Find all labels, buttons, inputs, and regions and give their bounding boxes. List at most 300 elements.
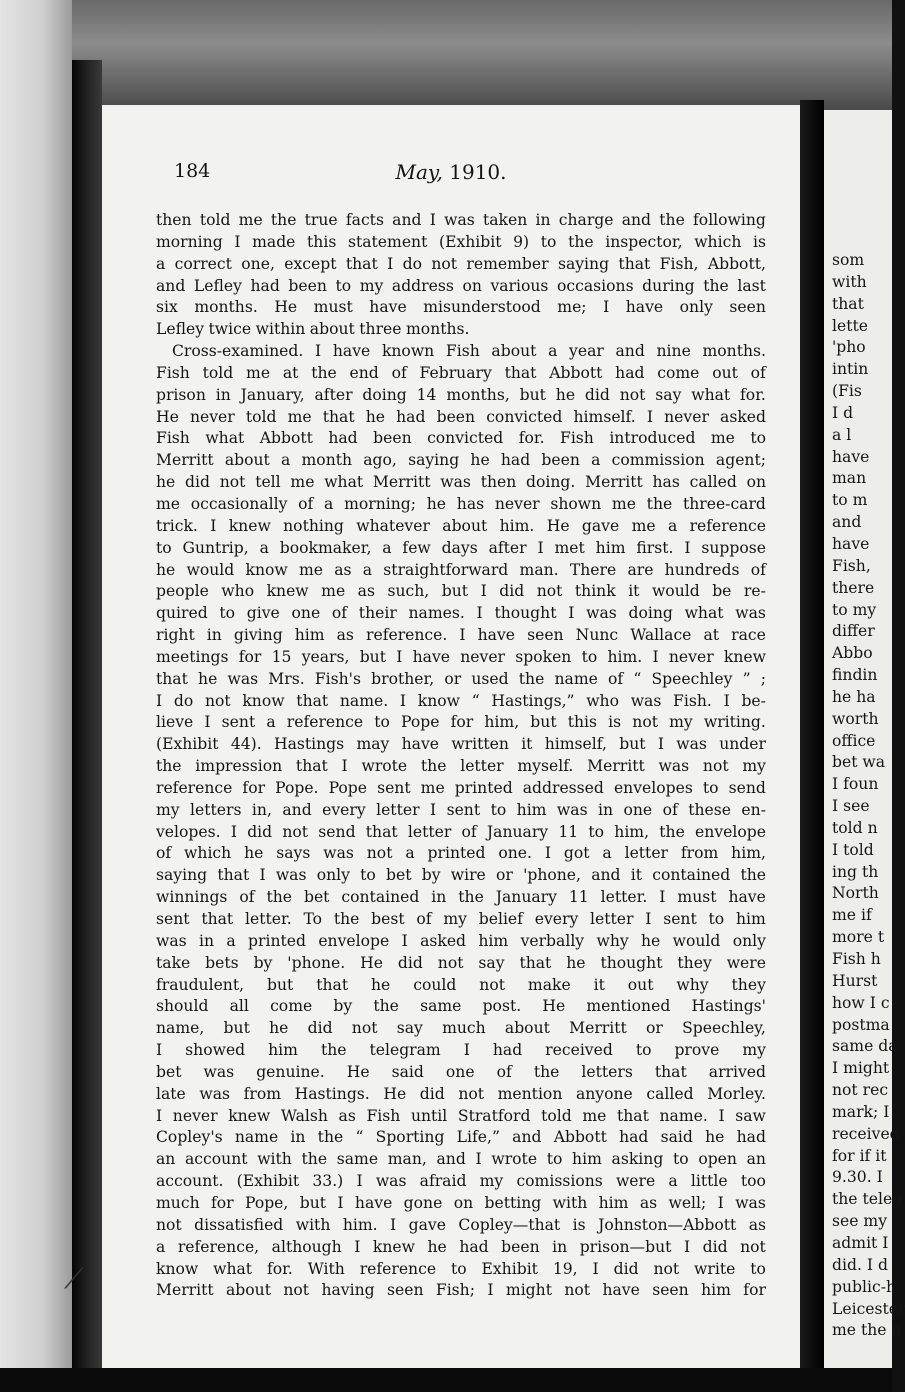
word: called	[689, 473, 737, 492]
word: (Exhibit	[438, 232, 502, 251]
word: I	[315, 342, 322, 361]
word: but	[223, 1019, 250, 1038]
word: it	[630, 866, 643, 885]
right-page-line: not rec	[832, 1081, 889, 1100]
word: of	[331, 604, 348, 623]
word: a	[156, 1237, 166, 1256]
right-page-line: Leicester	[832, 1299, 905, 1318]
word: was	[676, 735, 707, 754]
word: with	[552, 1193, 588, 1212]
word: about	[491, 342, 537, 361]
word: must	[677, 888, 717, 907]
word: impression	[195, 757, 283, 776]
word: was	[323, 844, 354, 863]
word: 19,	[552, 1259, 578, 1278]
word: do	[402, 254, 422, 273]
word: about	[309, 320, 355, 339]
right-page-line: received	[832, 1124, 900, 1143]
right-page-line: I d	[832, 403, 854, 422]
word: on	[453, 1193, 474, 1212]
word: 15	[271, 647, 292, 666]
word: showed	[185, 1041, 246, 1060]
word: and	[591, 866, 621, 885]
word: for	[743, 1281, 766, 1300]
word: that	[322, 407, 355, 426]
right-page-line: I foun	[832, 775, 879, 794]
word: January	[486, 822, 549, 841]
word: my	[742, 1041, 766, 1060]
text-line	[156, 756, 766, 778]
word: Mrs.	[268, 669, 305, 688]
word: have	[625, 298, 664, 317]
word: at	[703, 626, 720, 645]
word: betting	[484, 1193, 542, 1212]
word: various	[490, 276, 549, 295]
word: a	[259, 538, 269, 557]
word: bet	[156, 1062, 182, 1081]
word: or	[444, 669, 462, 688]
word: never	[494, 494, 540, 513]
word: and	[436, 1150, 466, 1169]
word: I	[537, 538, 544, 557]
word: are	[627, 560, 654, 579]
word: I	[337, 1193, 344, 1212]
text-line	[156, 472, 766, 494]
word: knew	[723, 647, 766, 666]
page-header	[102, 160, 800, 196]
scan-left-margin	[0, 0, 72, 1392]
word: months,	[446, 385, 510, 404]
word: him	[598, 1193, 629, 1212]
word: nothing	[283, 516, 344, 535]
word: I	[723, 691, 730, 710]
right-page-line: more t	[832, 928, 885, 947]
text-line	[156, 843, 766, 865]
word: “	[633, 669, 642, 688]
word: as	[639, 1193, 658, 1212]
word: I	[568, 604, 575, 623]
right-page-line: 9.30. I	[832, 1168, 883, 1187]
word: was	[735, 1193, 766, 1212]
word: within	[255, 320, 306, 339]
right-page-line: a l	[832, 425, 852, 444]
word: bets	[205, 953, 239, 972]
word: about	[226, 1281, 271, 1300]
word: of	[156, 844, 172, 863]
word: whatever	[356, 516, 430, 535]
word: for	[238, 647, 262, 666]
word: Fish;	[435, 1281, 475, 1300]
scan-top-border	[0, 0, 892, 110]
word: Fish	[560, 429, 594, 448]
word: 44).	[230, 735, 262, 754]
word: letters	[581, 1062, 633, 1081]
word: send	[728, 778, 766, 797]
word: I	[646, 407, 654, 426]
word: never	[664, 407, 709, 426]
text-line	[156, 428, 766, 450]
word: Nunc	[575, 626, 619, 645]
word: name,	[156, 1019, 205, 1038]
word: had	[736, 1128, 766, 1147]
right-page-line: findin	[832, 666, 878, 685]
word: to	[335, 276, 352, 295]
right-page-line: see my	[832, 1212, 888, 1231]
word: to	[219, 604, 236, 623]
word: out	[712, 363, 738, 382]
word: bookmaker,	[279, 538, 372, 557]
word: I	[396, 647, 403, 666]
page-header-title	[102, 160, 800, 184]
word: Merritt	[372, 473, 431, 492]
word: straightforward	[383, 560, 509, 579]
word: the	[740, 866, 766, 885]
word: prison	[156, 385, 206, 404]
word: following	[693, 211, 766, 229]
word: the	[533, 1062, 560, 1081]
word: I	[718, 1106, 725, 1125]
word: in	[206, 626, 222, 645]
word: Abbott	[549, 363, 603, 382]
word: the	[270, 211, 297, 229]
word: him	[735, 910, 766, 928]
word: a	[548, 342, 558, 361]
word: Exhibit	[481, 1259, 538, 1278]
word: he	[470, 451, 490, 470]
word: take	[156, 953, 191, 972]
right-page-line: admit I	[832, 1233, 889, 1252]
word: been	[436, 407, 476, 426]
word: not	[536, 582, 563, 601]
word: same	[420, 997, 462, 1016]
text-line	[156, 276, 766, 298]
word: the	[646, 494, 673, 513]
word: said	[660, 1128, 693, 1147]
word: envelopes	[613, 778, 693, 797]
word: I	[659, 888, 666, 907]
word: a	[226, 931, 236, 950]
word: printed	[248, 931, 306, 950]
word: contained	[341, 888, 420, 907]
word: I	[204, 713, 211, 732]
word: ;	[760, 669, 766, 688]
word: by	[333, 997, 353, 1016]
right-page-line: office	[832, 731, 876, 750]
word: that	[296, 691, 329, 710]
word: for.	[266, 1259, 293, 1278]
word: did	[185, 473, 210, 492]
word: Fish	[366, 1106, 401, 1125]
word: sent	[221, 713, 256, 732]
word: lieve	[156, 713, 194, 732]
word: and	[282, 800, 312, 819]
word: months.	[702, 342, 766, 361]
word: last	[737, 276, 766, 295]
word: that	[217, 866, 250, 885]
word: but	[519, 385, 546, 404]
word: years,	[301, 647, 350, 666]
word: asked	[420, 931, 467, 950]
word: got	[563, 844, 590, 863]
word: they	[731, 975, 766, 994]
word: I	[354, 1237, 361, 1256]
word: to	[702, 778, 719, 797]
word: Abbott,	[707, 254, 766, 273]
word: of	[298, 494, 314, 513]
word: Johnston—Abbott	[598, 1215, 737, 1234]
word: To	[303, 910, 323, 928]
word: know	[245, 560, 288, 579]
word: he	[427, 1237, 447, 1256]
text-line	[156, 407, 766, 429]
text-line	[156, 931, 766, 953]
word: gave	[408, 1215, 446, 1234]
word: as	[338, 1106, 356, 1125]
word: people	[156, 582, 209, 601]
word: letter.	[244, 910, 292, 928]
word: fraudulent,	[156, 975, 245, 994]
word: that	[345, 254, 378, 273]
word: man.	[519, 560, 559, 579]
word: know	[156, 1259, 199, 1278]
word: Abbott	[553, 1128, 607, 1147]
word: end	[349, 363, 379, 382]
right-page-line: that	[832, 294, 864, 313]
word: I	[475, 1150, 482, 1169]
word: He	[360, 953, 383, 972]
word: He	[346, 1062, 370, 1081]
text-line	[156, 297, 766, 319]
text-line	[156, 516, 766, 538]
word: few	[402, 538, 431, 557]
word: would	[651, 582, 700, 601]
word: the	[373, 997, 399, 1016]
right-page-line: to my	[832, 600, 877, 619]
word: Fish.	[673, 691, 712, 710]
word: in	[552, 1237, 568, 1256]
word: printed	[454, 778, 513, 797]
word: three-card	[682, 494, 766, 513]
word: had	[500, 451, 531, 470]
word: seen	[652, 1281, 689, 1300]
word: should	[156, 997, 209, 1016]
word: address	[391, 276, 454, 295]
word: he	[566, 953, 586, 972]
word: the	[703, 276, 729, 295]
word: sent	[156, 910, 190, 928]
word: Fish	[156, 429, 190, 448]
word: prison—but	[579, 1237, 672, 1256]
word: told	[541, 1106, 572, 1125]
word: of	[239, 888, 255, 907]
word: called	[646, 1084, 694, 1103]
word: Fish,	[659, 254, 699, 273]
word: a	[591, 451, 601, 470]
word: February	[419, 363, 492, 382]
word: in	[598, 800, 614, 819]
word: but	[441, 582, 469, 601]
word: my	[359, 276, 384, 295]
word: what	[205, 429, 245, 448]
word: He	[546, 516, 570, 535]
word: Fish's	[314, 669, 361, 688]
word: best	[371, 910, 405, 928]
text-line	[156, 1259, 766, 1281]
word: anyone	[575, 1084, 633, 1103]
text-line	[156, 385, 766, 407]
word: I	[230, 822, 237, 841]
word: Pope,	[244, 1193, 289, 1212]
word: I	[683, 1237, 691, 1256]
word: occasionally	[190, 494, 288, 513]
word: not	[458, 1084, 485, 1103]
text-line	[156, 996, 766, 1018]
word: what	[684, 604, 724, 623]
word: the	[266, 888, 293, 907]
word: for.	[518, 429, 545, 448]
word: and	[392, 211, 422, 229]
word: to	[374, 713, 390, 732]
word: says	[276, 844, 311, 863]
header-month: May,	[395, 160, 443, 184]
word: (Exhibit	[236, 1172, 300, 1191]
word: in	[290, 1128, 306, 1147]
word: him	[478, 931, 509, 950]
word: velopes.	[156, 822, 221, 841]
word: months.	[406, 320, 470, 339]
word: he	[269, 1019, 289, 1038]
word: me	[287, 407, 312, 426]
right-page-line: Hurst	[832, 971, 878, 990]
word: nine	[656, 342, 691, 361]
word: me	[156, 494, 181, 513]
word: addressed	[522, 778, 604, 797]
word: but	[530, 713, 557, 732]
word: tell	[255, 473, 281, 492]
word: seen	[729, 298, 766, 317]
word: was	[630, 691, 662, 710]
word: of	[608, 669, 624, 688]
right-page-line: North	[832, 884, 879, 903]
word: did	[307, 1019, 333, 1038]
word: after	[314, 385, 353, 404]
word: he	[244, 844, 264, 863]
word: morning;	[344, 494, 417, 513]
text-line	[156, 669, 766, 691]
right-page-line: have	[832, 447, 870, 466]
word: to	[708, 910, 725, 928]
word: did	[613, 1259, 639, 1278]
right-page-line: mark; I	[832, 1102, 890, 1121]
word: Merritt	[156, 1281, 214, 1300]
text-line	[156, 953, 766, 975]
word: knew	[228, 516, 271, 535]
word: why	[596, 931, 629, 950]
word: him	[294, 626, 325, 645]
word: after	[488, 538, 527, 557]
word: name	[554, 669, 598, 688]
word: to	[540, 232, 557, 251]
text-line	[156, 1171, 766, 1193]
word: Merritt	[587, 757, 645, 776]
word: my	[742, 757, 766, 776]
word: ago,	[363, 451, 397, 470]
word: been	[373, 429, 412, 448]
word: trick.	[156, 516, 198, 535]
word: introduced	[609, 429, 696, 448]
word: Abbott	[259, 429, 313, 448]
word: a	[602, 844, 612, 863]
word: was	[275, 866, 307, 885]
word: such,	[387, 582, 430, 601]
word: Sporting	[375, 1128, 445, 1147]
word: belief	[478, 910, 523, 928]
word: the	[568, 232, 594, 251]
word: did	[419, 1084, 445, 1103]
word: and	[156, 276, 186, 295]
word: he	[705, 1128, 725, 1147]
word: I	[156, 691, 163, 710]
word: every	[534, 910, 579, 928]
word: with	[295, 1215, 331, 1234]
word: Cross-examined.	[172, 342, 304, 361]
word: for	[210, 1193, 234, 1212]
word: reference	[359, 1259, 437, 1278]
word: I	[356, 1172, 363, 1191]
word: have	[332, 342, 371, 361]
word: not	[653, 1259, 680, 1278]
word: but	[619, 735, 646, 754]
word: He	[156, 407, 179, 426]
right-page-line: ing th	[832, 862, 879, 881]
word: about	[442, 516, 488, 535]
word: give	[246, 604, 280, 623]
word: reference.	[366, 626, 448, 645]
word: (Exhibit	[156, 735, 219, 754]
word: doing	[362, 385, 407, 404]
right-page-line: I might	[832, 1059, 890, 1078]
right-page-line: how I c	[832, 993, 890, 1012]
right-page-line: worth	[832, 709, 879, 728]
word: same	[336, 1150, 379, 1169]
word: that	[316, 975, 349, 994]
word: correct	[174, 254, 232, 273]
word: received	[545, 1041, 613, 1060]
word: With	[307, 1259, 345, 1278]
word: these	[688, 800, 731, 819]
word: and	[615, 342, 645, 361]
word: or	[645, 1019, 663, 1038]
word: what	[324, 473, 364, 492]
word: to	[450, 1259, 467, 1278]
word: made	[252, 232, 296, 251]
word: to	[490, 800, 507, 819]
word: knew	[266, 582, 309, 601]
word: have	[602, 1281, 640, 1300]
word: about	[224, 451, 270, 470]
word: him.	[499, 516, 535, 535]
word: but	[267, 975, 294, 994]
word: knew	[228, 1106, 271, 1125]
word: only	[679, 298, 713, 317]
word: suppose	[701, 538, 766, 557]
word: of	[750, 560, 766, 579]
word: the	[518, 669, 545, 688]
word: which	[184, 844, 232, 863]
word: bet	[386, 866, 412, 885]
word: may	[356, 735, 390, 754]
right-page-line: som	[832, 251, 865, 269]
